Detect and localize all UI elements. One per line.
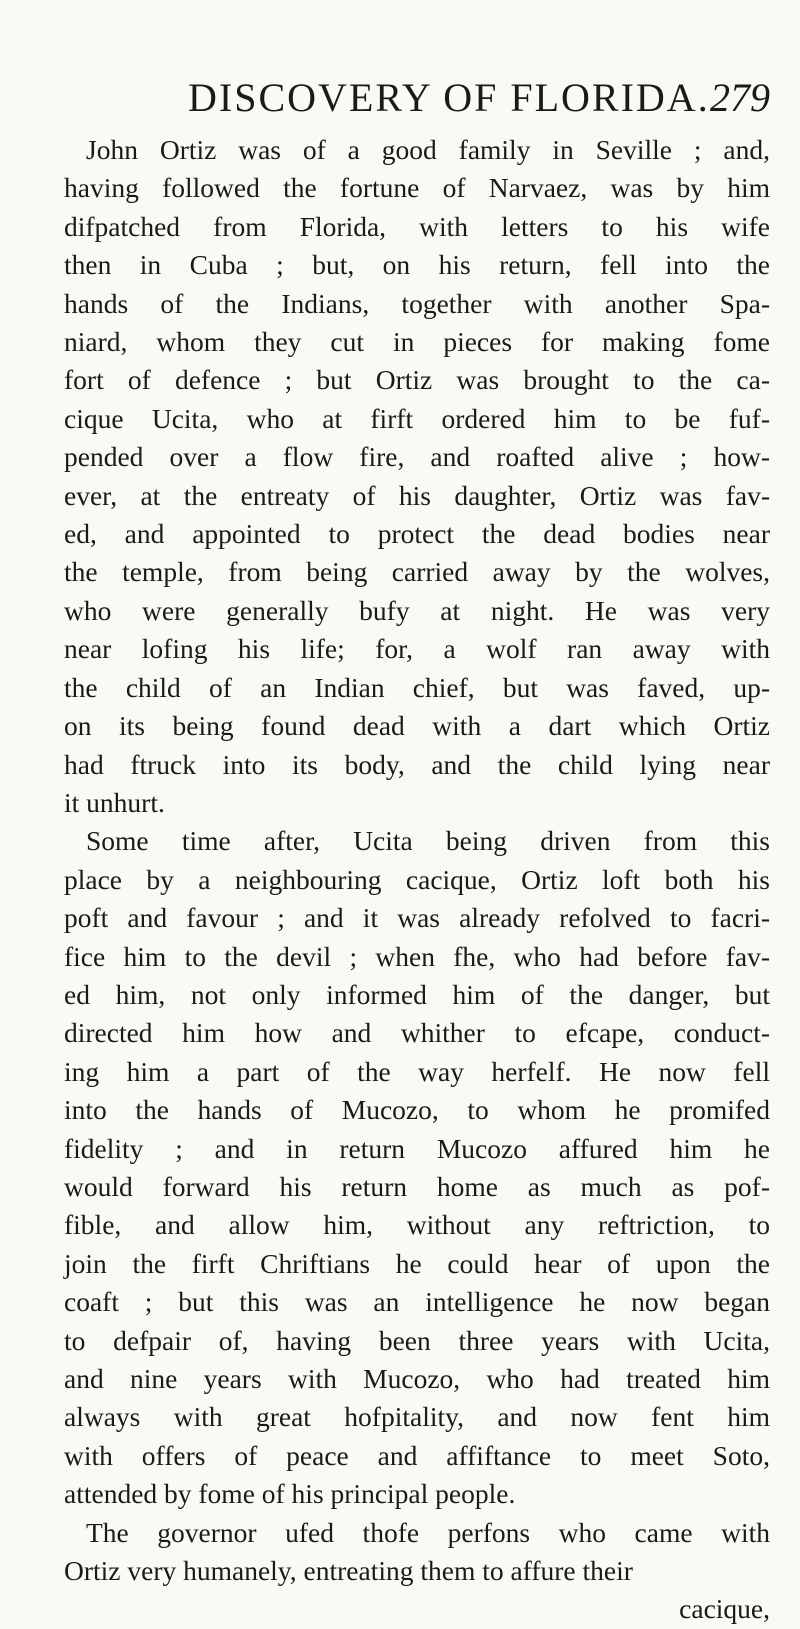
text-line: pended over a flow fire, and roafted alive ; how- xyxy=(64,441,770,473)
text-line: near lofing his life; for, a wolf ran away with xyxy=(64,633,770,665)
paragraph xyxy=(64,822,770,1513)
paragraph xyxy=(64,131,770,822)
text-line: directed him how and whither to efcape, conduct- xyxy=(64,1017,770,1049)
text-line: place by a neighbouring cacique, Ortiz loft both his xyxy=(64,863,770,895)
text-line: poft and favour ; and it was already refolved to facri- xyxy=(64,902,770,934)
text-line: fible, and allow him, without any reftriction, to xyxy=(64,1209,770,1241)
running-head-title: DISCOVERY OF FLORIDA. xyxy=(188,75,710,120)
text-line: fice him to the devil ; when fhe, who had before fav- xyxy=(64,940,770,972)
text-line: fort of defence ; but Ortiz was brought to the ca- xyxy=(64,364,770,396)
text-line: difpatched from Florida, with letters to his wife xyxy=(64,210,770,242)
text-line: Some time after, Ucita being driven from this xyxy=(86,825,770,857)
text-line: ever, at the entreaty of his daughter, Ortiz was fav- xyxy=(64,479,770,511)
text-line: cique Ucita, who at firft ordered him to be fuf- xyxy=(64,402,770,434)
text-line: the child of an Indian chief, but was faved, up- xyxy=(64,671,770,703)
running-head xyxy=(188,74,770,122)
page-number: 279 xyxy=(710,75,770,120)
text-line: The governor ufed thofe perfons who came with xyxy=(86,1516,770,1548)
text-line: the temple, from being carried away by the wolves, xyxy=(64,556,770,588)
text-line: with offers of peace and affiftance to meet Soto, xyxy=(64,1439,770,1471)
text-line: who were generally bufy at night. He was very xyxy=(64,594,770,626)
text-line: and nine years with Mucozo, who had treated him xyxy=(64,1363,770,1394)
text-line: John Ortiz was of a good family in Seville ; and, xyxy=(86,134,770,165)
text-line: would forward his return home as much as pof- xyxy=(64,1170,770,1202)
text-line: then in Cuba ; but, on his return, fell into the xyxy=(64,249,770,281)
text-line: having followed the fortune of Narvaez, was by him xyxy=(64,172,770,204)
text-line: fidelity ; and in return Mucozo affured him he xyxy=(64,1132,770,1164)
paragraphs xyxy=(64,131,770,1590)
text-line: ed him, not only informed him of the danger, but xyxy=(64,978,770,1010)
text-line: Ortiz very humanely, entreating them to affure their xyxy=(64,1555,633,1587)
text-line: had ftruck into its body, and the child lying near xyxy=(64,748,770,780)
text-line: ed, and appointed to protect the dead bodies near xyxy=(64,518,770,550)
text-line: niard, whom they cut in pieces for making fome xyxy=(64,326,770,358)
text-line: always with great hofpitality, and now fent him xyxy=(64,1401,770,1433)
text-line: join the firft Chriftians he could hear of upon the xyxy=(64,1247,770,1279)
paragraph xyxy=(64,1514,770,1591)
text-line: attended by fome of his principal people. xyxy=(64,1478,516,1510)
catchword: cacique, xyxy=(679,1593,770,1625)
text-line: ing him a part of the way herfelf. He now fell xyxy=(64,1055,770,1087)
text-line: hands of the Indians, together with another Spa- xyxy=(64,287,770,319)
text-line: to defpair of, having been three years with Ucita, xyxy=(64,1324,770,1356)
body-text xyxy=(64,131,770,1629)
text-line: on its being found dead with a dart which Ortiz xyxy=(64,710,770,742)
text-line: into the hands of Mucozo, to whom he promifed xyxy=(64,1094,770,1126)
text-line: it unhurt. xyxy=(64,786,165,818)
text-line: coaft ; but this was an intelligence he now began xyxy=(64,1286,770,1318)
